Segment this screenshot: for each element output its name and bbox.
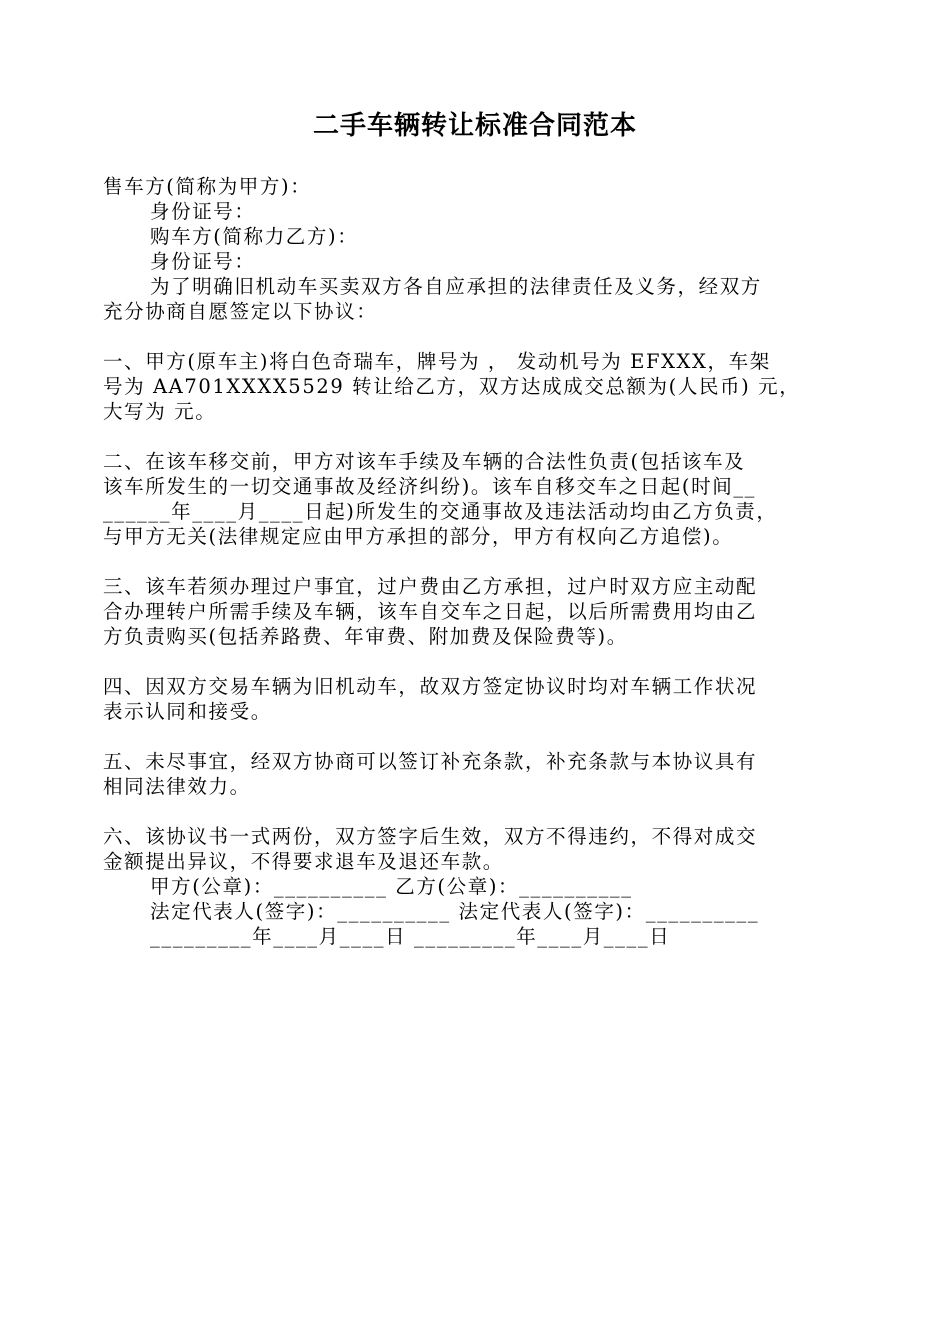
document-body [103,174,851,949]
intro-line-2: 充分协商自愿签定以下协议： [103,300,378,323]
paragraph-gap [103,649,851,674]
paragraph-gap [103,324,851,349]
intro-line-1: 为了明确旧机动车买卖双方各自应承担的法律责任及义务，经双方 [150,275,762,298]
clause-4 [103,674,851,724]
buyer-id-line: 身份证号： [150,250,256,273]
clause-6-line: 金额提出异议，不得要求退车及退还车款。 [103,850,504,873]
clause-1-line: 大写为 元。 [103,400,217,423]
clause-5-line: 五、未尽事宜，经双方协商可以签订补充条款，补充条款与本协议具有 [103,750,758,773]
clause-1-line: 号为 AA701XXXX5529 转让给乙方，双方达成成交总额为(人民币) 元， [103,375,801,398]
clause-2-line: ______年____月____日起)所发生的交通事故及违法活动均由乙方负责， [103,500,778,523]
paragraph-gap [103,424,851,449]
signature-block [103,874,851,949]
seller-id-line: 身份证号： [150,200,256,223]
paragraph-gap [103,724,851,749]
clause-5 [103,749,851,799]
clause-1-line: 一、甲方(原车主)将白色奇瑞车，牌号为 ， 发动机号为 EFXXX，车架 [103,350,771,373]
representative-signature-line: 法定代表人(签字)：__________ 法定代表人(签字)：__________ [150,900,760,923]
clause-6-line: 六、该协议书一式两份，双方签字后生效，双方不得违约，不得对成交 [103,825,758,848]
clause-2-line: 与甲方无关(法律规定应由甲方承担的部分，甲方有权向乙方追偿)。 [103,525,734,548]
seller-line: 售车方(简称为甲方)： [103,175,312,198]
clause-4-line: 表示认同和接受。 [103,700,272,723]
document-title: 二手车辆转让标准合同范本 [312,111,637,141]
clause-3-line: 方负责购买(包括养路费、年审费、附加费及保险费等)。 [103,625,628,648]
paragraph-gap [103,799,851,824]
clause-3 [103,574,851,649]
clause-2 [103,449,851,549]
date-line: _________年____月____日 _________年____月____日 [150,925,671,948]
clause-2-line: 该车所发生的一切交通事故及经济纠纷)。该车自移交车之日起(时间__ [103,475,757,498]
seal-line: 甲方(公章)：__________ 乙方(公章)：__________ [150,875,633,898]
clause-5-line: 相同法律效力。 [103,775,251,798]
clause-6 [103,824,851,874]
clause-1 [103,349,851,424]
buyer-line: 购车方(简称力乙方)： [150,225,359,248]
clause-4-line: 四、因双方交易车辆为旧机动车，故双方签定协议时均对车辆工作状况 [103,675,758,698]
clause-3-line: 合办理转户所需手续及车辆，该车自交车之日起，以后所需费用均由乙 [103,600,758,623]
clause-3-line: 三、该车若须办理过户事宜，过户费由乙方承担，过户时双方应主动配 [103,575,758,598]
clause-2-line: 二、在该车移交前，甲方对该车手续及车辆的合法性负责(包括该车及 [103,450,746,473]
paragraph-gap [103,549,851,574]
